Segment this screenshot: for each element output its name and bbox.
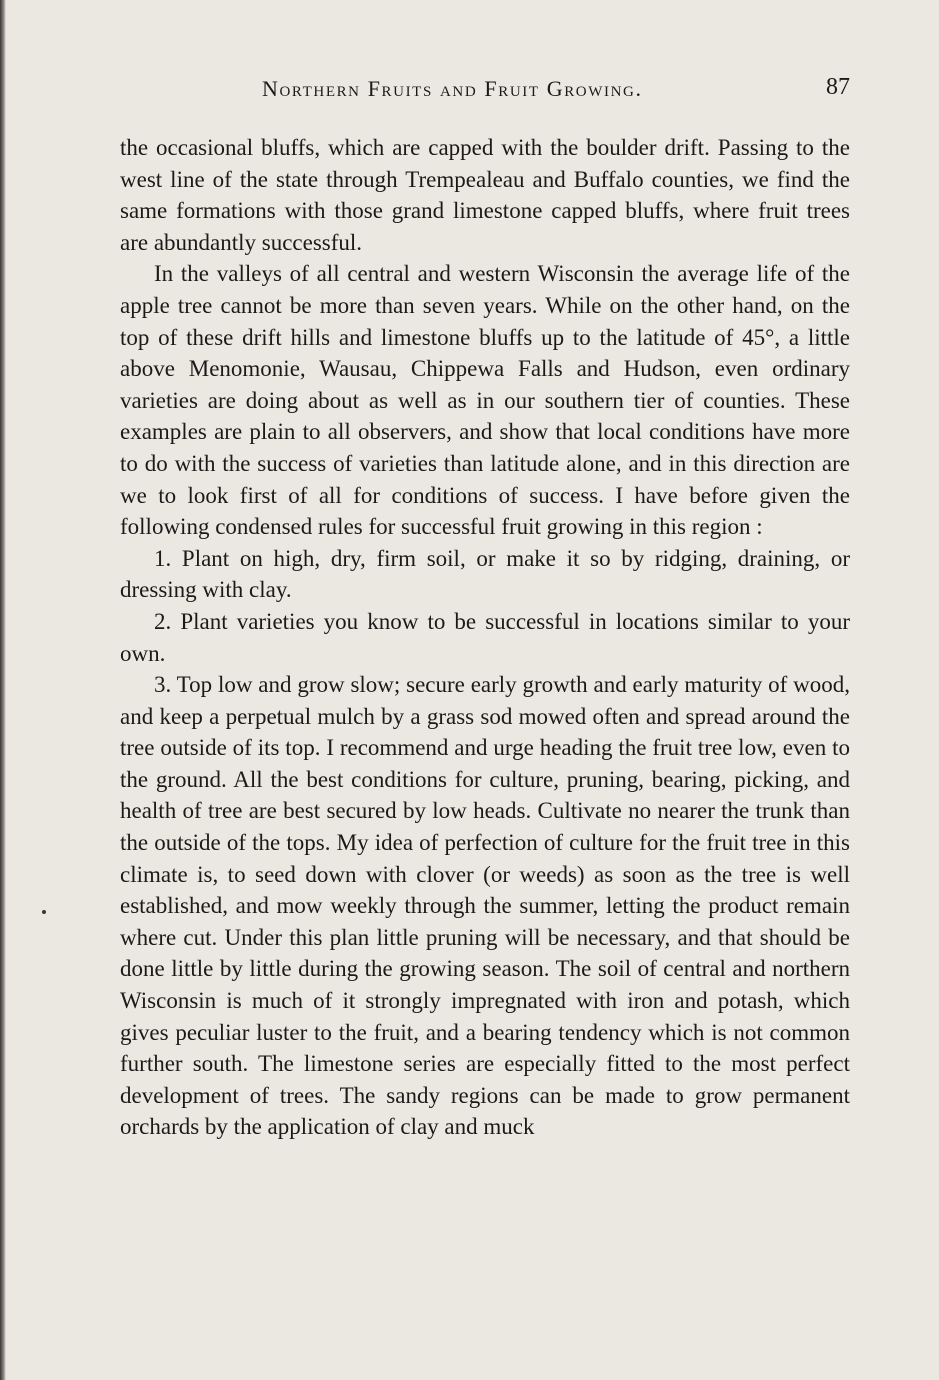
ink-speck xyxy=(42,910,46,914)
page-binding-edge xyxy=(0,0,6,1380)
rule-2: 2. Plant varieties you know to be successful in locations similar to your own. xyxy=(120,608,850,666)
rule-1: 1. Plant on high, dry, firm soil, or make it so by ridging, draining, or dressing with clay. xyxy=(120,545,850,603)
paragraph-continuation: the occasional bluffs, which are capped with the boulder drift. Passing to the west line of the state through Trempealeau and Buffalo counties, we find the same formations with those grand limestone capped bluffs, where fruit trees are abundantly successful. xyxy=(120,135,850,255)
body-text xyxy=(120,132,850,1143)
page-header xyxy=(130,72,850,106)
page-number: 87 xyxy=(826,74,850,100)
paragraph-valleys: In the valleys of all central and western Wisconsin the average life of the apple tree cannot be more than seven years. While on the other hand, on the top of these drift hills and limestone bluffs up to the latitude of 45°, a little above Menomonie, Wausau, Chippewa Falls and Hudson, even ordinary varieties are doing about as well as in our southern tier of counties. These examples are plain to all observers, and show that local conditions have more to do with the success of varieties than latitude alone, and in this direction are we to look first of all for conditions of success. I have before given the following condensed rules for successful fruit growing in this region : xyxy=(120,261,850,540)
running-title: Northern Fruits and Fruit Growing. xyxy=(262,76,643,101)
rule-3: 3. Top low and grow slow; secure early growth and early maturity of wood, and keep a perpetual mulch by a grass sod mowed often and spread around the tree outside of its top. I recommend and urge heading the fruit tree low, even to the ground. All the best conditions for culture, pruning, bearing, picking, and health of tree are best secured by low heads. Cultivate no nearer the trunk than the outside of the tops. My idea of perfection of culture for the fruit tree in this climate is, to seed down with clover (or weeds) as soon as the tree is well established, and mow weekly through the summer, letting the product remain where cut. Under this plan little pruning will be necessary, and that should be done little by little during the growing season. The soil of central and northern Wisconsin is much of it strongly impregnated with iron and potash, which gives peculiar luster to the fruit, and a bearing tendency which is not common further south. The limestone series are especially fitted to the most perfect development of trees. The sandy regions can be made to grow permanent orchards by the application of clay and muck xyxy=(120,672,850,1140)
